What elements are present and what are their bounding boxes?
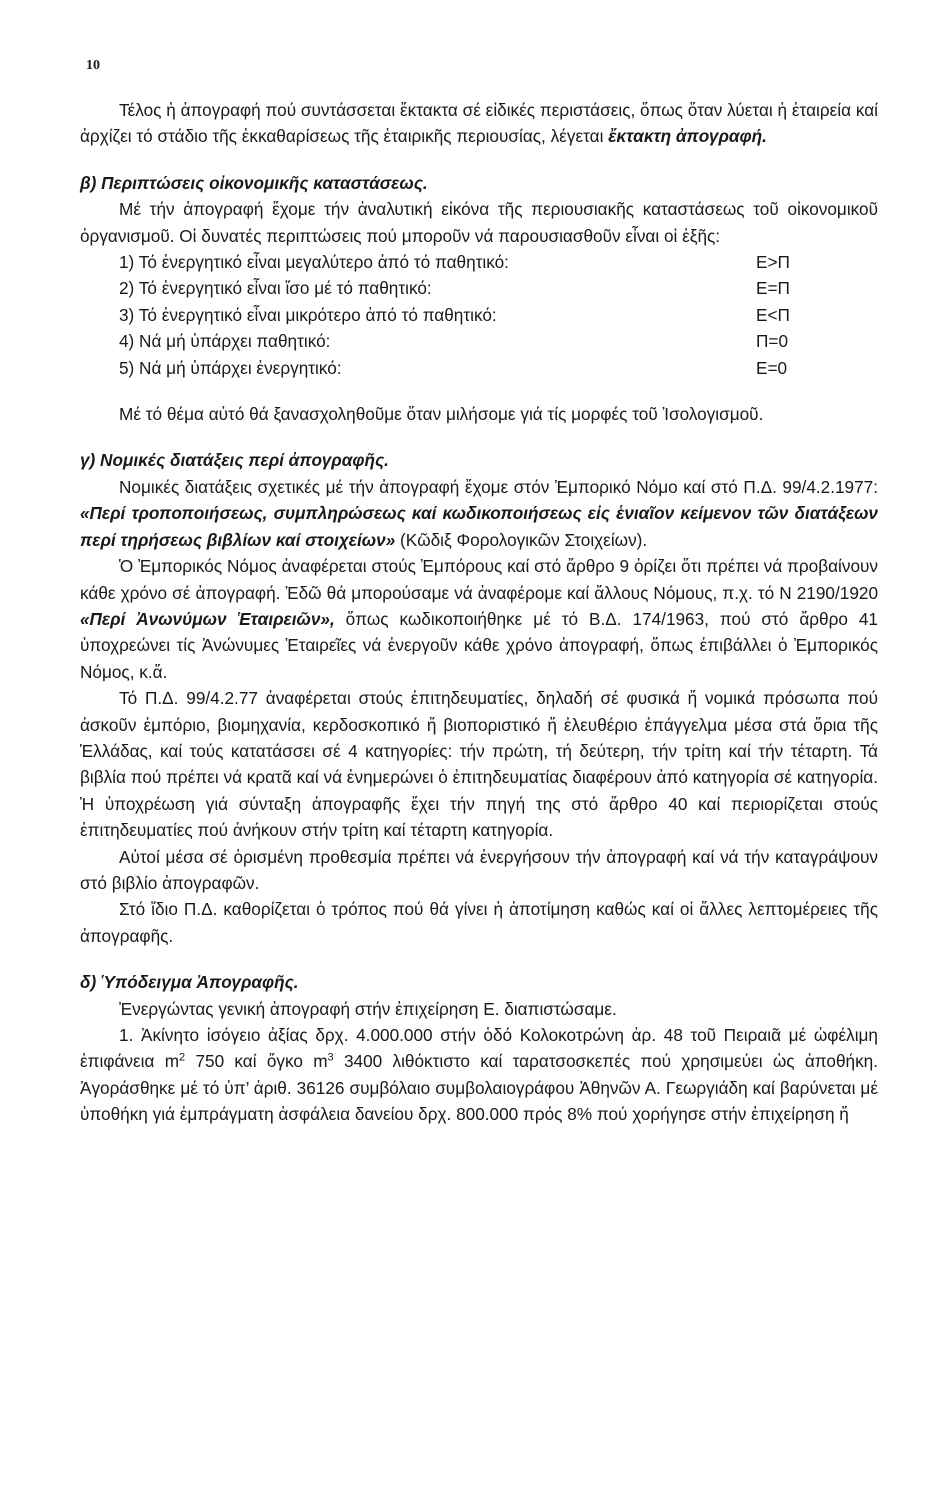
page-content xyxy=(80,97,878,1128)
case-formula: Ε>Π xyxy=(756,252,790,273)
section-c-paragraph-1 xyxy=(80,474,878,553)
section-b-paragraph-1: Μέ τήν ἀπογραφή ἔχομε τήν ἀναλυτική εἰκόνα τῆς περιουσιακῆς καταστάσεως τοῦ οἰκονομικοῦ ὀργανισμοῦ. Οἱ δυνατές περιπτώσεις πού μποροῦν νά παρουσιασθοῦν εἶναι οἱ ἑξῆς: xyxy=(80,199,878,246)
item1-sup-area: 2 xyxy=(179,1051,186,1064)
item1-text-a: 1. Ἀκίνητο ἰσόγειο ἀξίας δρχ. 4.000.000 στήν ὁδό Κολοκοτρώνη ἀρ. 48 τοῦ Πειραιᾶ μέ ὠφέλιμη ἐπιφάνεια m xyxy=(80,1025,878,1072)
section-d-paragraph-1: Ἐνεργώντας γενική ἀπογραφή στήν ἐπιχείρηση Ε. διαπιστώσαμε. xyxy=(119,998,617,1019)
section-c-p1-tail: (Κῶδιξ Φορολογικῶν Στοιχείων). xyxy=(395,529,648,550)
case-formula: Π=0 xyxy=(756,331,789,352)
case-item xyxy=(80,275,878,301)
section-c-p2-tail: ὅπως κωδικοποιήθηκε μέ τό Β.Δ. 174/1963, πού στό ἄρθρο 41 ὑποχρεώνει τίς Ἀνώνυμες Ἑταιρεῖες νά ἐνεργοῦν κάθε χρόνο ἀπογραφή, ὅπως ἐπιβάλλει ὁ Ἐμπορικός Νόμος, κ.ἄ. xyxy=(80,608,878,682)
case-formula: Ε=0 xyxy=(756,357,788,378)
section-c-p1-text: Νομικές διατάξεις σχετικές μέ τήν ἀπογραφή ἔχομε στόν Ἐμπορικό Νόμο καί στό Π.Δ. 99/4.2.1977: xyxy=(119,476,878,497)
case-formula: Ε=Π xyxy=(756,278,790,299)
section-c-paragraph-5: Στό ἴδιο Π.Δ. καθορίζεται ὁ τρόπος πού θά γίνει ἡ ἀποτίμηση καθώς καί οἱ ἄλλες λεπτομέρειες τῆς ἀπογραφῆς. xyxy=(80,899,878,946)
section-c-paragraph-3: Τό Π.Δ. 99/4.2.77 ἀναφέρεται στούς ἐπιτηδευματίες, δηλαδή σέ φυσικά ἤ νομικά πρόσωπα πού ἀσκοῦν ἐμπόριο, βιομηχανία, κερδοσκοπικό ἤ βιοποριστικό ἤ ἐλευθέριο ἐπάγγελμα μέσα στά ὅρια τῆς Ἑλλάδας, καί τούς κατατάσσει σέ 4 κατηγορίες: τήν πρώτη, τή δεύτερη, τήν τρίτη καί τήν τέταρτη. Τά βιβλία πού πρέπει νά κρατᾶ καί νά ἐνημερώνει ὁ ἐπιτηδευματίας διαφέρουν ἀπό κατηγορία σέ κατηγορία. Ἡ ὑποχρέωση γιά σύνταξη ἀπογραφῆς ἔχει τήν πηγή της στό ἄρθρο 40 καί περιορίζεται στούς ἐπιτηδευματίες πού ἀνήκουν στήν τρίτη καί τέταρτη κατηγορία. xyxy=(80,688,878,841)
document-page xyxy=(80,0,878,1500)
section-c-paragraph-2 xyxy=(80,553,878,685)
case-text: 4) Νά μή ὑπάρχει παθητικό: xyxy=(119,331,331,352)
intro-paragraph xyxy=(80,97,878,150)
intro-text: Τέλος ἡ ἀπογραφή πού συντάσσεται ἔκτακτα σέ εἰδικές περιστάσεις, ὅπως ὅταν λύεται ἡ ἑταιρεία καί ἀρχίζει τό στάδιο τῆς ἐκκαθαρίσεως τῆς ἑταιρικῆς περιουσίας, λέγεται xyxy=(80,100,878,147)
case-formula: Ε<Π xyxy=(756,304,790,325)
case-text: 1) Τό ἐνεργητικό εἶναι μεγαλύτερο ἀπό τό παθητικό: xyxy=(119,252,509,273)
cases-list xyxy=(80,249,878,381)
section-c-heading: γ) Νομικές διατάξεις περί ἀπογραφῆς. xyxy=(80,450,389,471)
law-title-emphasis: «Περί τροποποιήσεως, συμπληρώσεως καί κωδικοποιήσεως εἰς ἑνιαῖον κείμενον τῶν διατάξεων περί τηρήσεως βιβλίων καί στοιχείων» xyxy=(80,503,878,550)
section-d-heading: δ) Ὑπόδειγμα Ἀπογραφῆς. xyxy=(80,972,299,993)
case-item xyxy=(80,302,878,328)
section-c-p2-text: Ὁ Ἐμπορικός Νόμος ἀναφέρεται στούς Ἐμπόρους καί στό ἄρθρο 9 ὁρίζει ὅτι πρέπει νά προβαίνουν κάθε χρόνο σέ ἀπογραφή. Ἐδῶ θά μπορούσαμε νά ἀναφέρομε καί ἄλλους Νόμους, π.χ. τό Ν 2190/1920 xyxy=(80,556,878,603)
item1-text-b: 750 καί ὄγκο m xyxy=(185,1051,328,1072)
intro-emphasis: ἔκτακτη ἀπογραφή. xyxy=(608,126,767,147)
section-b-heading: β) Περιπτώσεις οἰκονομικῆς καταστάσεως. xyxy=(80,172,428,193)
case-text: 3) Τό ἐνεργητικό εἶναι μικρότερο ἀπό τό παθητικό: xyxy=(119,304,497,325)
case-item xyxy=(80,328,878,354)
section-d-item-1 xyxy=(80,1022,878,1128)
section-b-paragraph-2: Μέ τό θέμα αὐτό θά ξανασχοληθοῦμε ὅταν μιλήσομε γιά τίς μορφές τοῦ Ἰσολογισμοῦ. xyxy=(119,404,764,425)
item1-sup-volume: 3 xyxy=(327,1051,334,1064)
law-name-emphasis: «Περί Ἀνωνύμων Ἑταιρειῶν», xyxy=(80,608,335,629)
case-text: 2) Τό ἐνεργητικό εἶναι ἴσο μέ τό παθητικό: xyxy=(119,278,432,299)
case-text: 5) Νά μή ὑπάρχει ἐνεργητικό: xyxy=(119,357,342,378)
item1-text-c: 3400 λιθόκτιστο καί ταρατσοσκεπές πού χρησιμεύει ὡς ἀποθήκη. Ἀγοράσθηκε μέ τό ὑπ’ ἀριθ. 36126 συμβόλαιο συμβολαιογράφου Ἀθηνῶν Α. Γεωργιάδη καί βαρύνεται μέ ὑποθήκη γιά ἐμπράγματη ἀσφάλεια δανείου δρχ. 800.000 πρός 8% πού χορήγησε στήν ἐπιχείρηση ἤ xyxy=(80,1051,878,1125)
case-item xyxy=(80,249,878,275)
case-item xyxy=(80,355,878,381)
section-c-paragraph-4: Αὐτοί μέσα σέ ὁρισμένη προθεσμία πρέπει νά ἐνεργήσουν τήν ἀπογραφή καί νά τήν καταγράψουν στό βιβλίο ἀπογραφῶν. xyxy=(80,846,878,893)
page-number: 10 xyxy=(86,58,100,73)
